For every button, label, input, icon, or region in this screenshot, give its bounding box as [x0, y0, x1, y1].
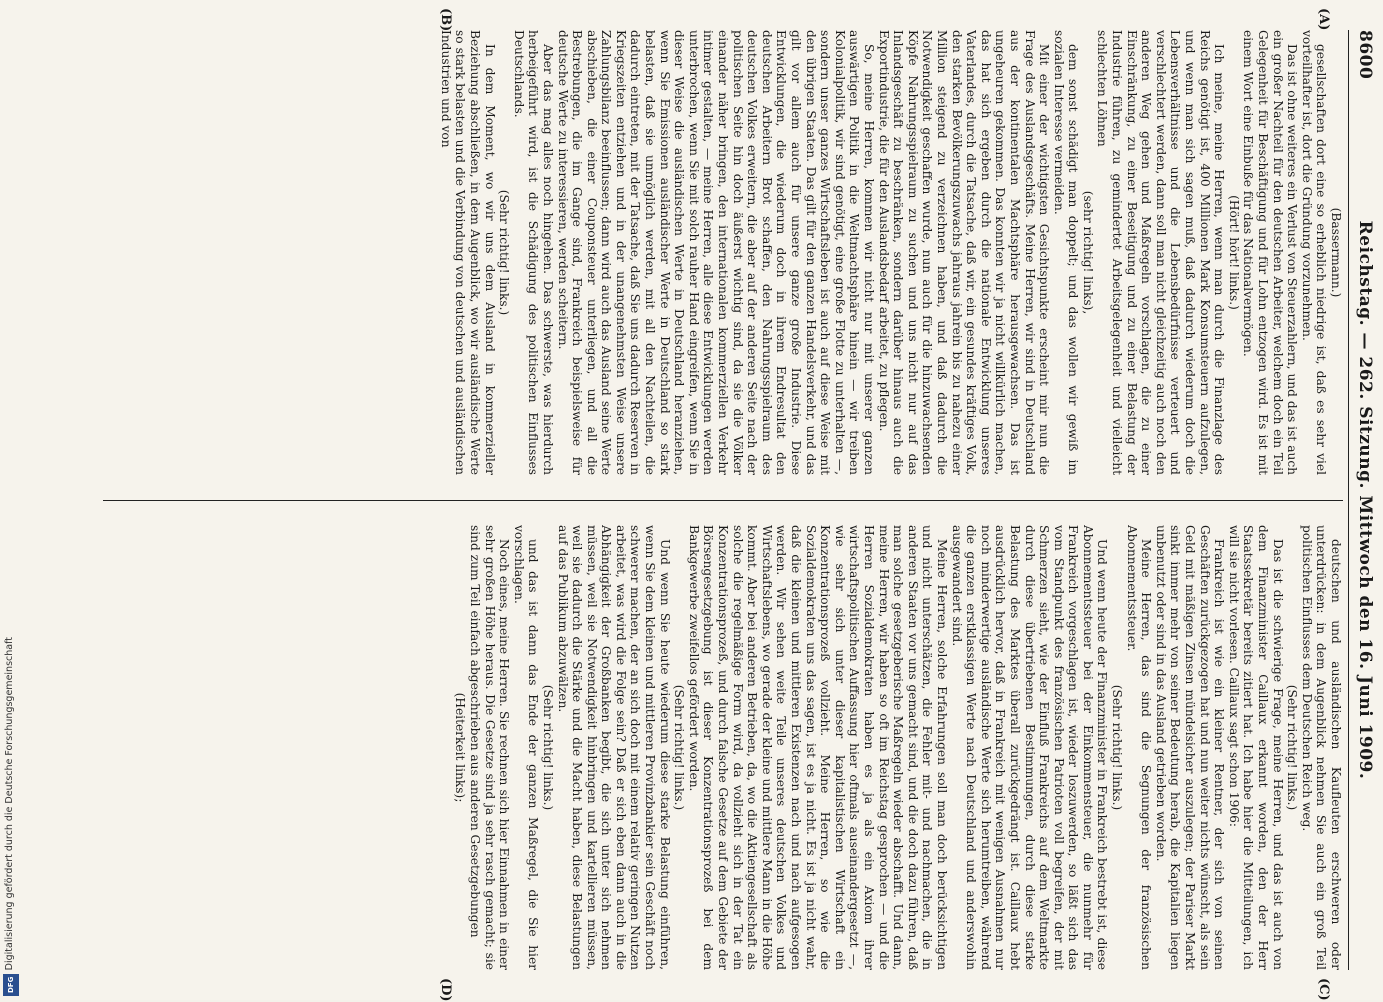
- page-number: 8600: [1355, 30, 1375, 80]
- paragraph: Aber das mag alles noch hingehen. Das schwerste, was hierdurch herbeigeführt wird, ist die Schädigung des politischen Einflusses Deutschlands.: [511, 30, 555, 475]
- left-column: [103, 30, 1343, 475]
- speaker-name: (Bassermann.): [1329, 207, 1343, 298]
- column-divider: [103, 500, 1343, 501]
- interjection: (Sehr richtig! links.): [672, 684, 687, 811]
- interjection: (Sehr richtig! links.): [540, 684, 555, 811]
- paragraph: So, meine Herren, kommen wir nicht nur mit unserer ganzen auswärtigen Politik in die Weltmachtsphäre hinein — wir treiben Kolonialpolitik, wir sind genötigt, eine große Flotte zu unterhalten —, sondern unser ganzes Wirtschaftsleben ist auch auf diese Weise mit den übrigen Staaten. Das gilt für den ganzen Handelsverkehr, und das gilt vor allem auch für unsere ganze große Industrie. Diese Entwicklungen, die wiederum doch in ihrem Endresultat den deutschen Arbeitern Brot schaffen, den Nahrungsspielraum des deutschen Volkes erweitern, die aber auf der anderen Seite nach der politischen Seite hin doch äußerst wichtig sind, da sie die Völker einander näher bringen, den internationalen kommerziellen Verkehr intimer gestalten, — meine Herren, alle diese Entwicklungen werden unterbrochen, wenn Sie mit solch rauher Hand eingreifen, wenn Sie in dieser Weise die ausländischen Werte in Deutschland heranziehen, wenn Sie Emissionen ausländischer Werte in Deutschland so stark belasten, daß sie unmöglich werden, mit all den Nachteilen, die dadurch eintreten, mit der Tatsache, daß Sie uns dadurch Reserven in Kriegszeiten entziehen und in der unangenehmsten Weise unsere Zahlungsbilanz beeinflussen; dann wird auch das Ausland seine Werte abschieben, die einer Couponsteuer unterliegen, und all die Bestrebungen, die im Gange sind, Frankreich beispielsweise für deutsche Werte zu interessieren, werden scheitern.: [555, 30, 876, 475]
- paragraph: Frankreich ist wie ein kleiner Rentner, der sich von seinen Geschäften zurückgezogen hat und nun weiter nichts wünscht, als sein Geld mit mäßigen Zinsen mündelsicher auszulegen; der Pariser Markt sinkt immer mehr von seiner Bedeutung herab, die Kapitalien liegen unbenutzt oder sind in das Ausland getrieben worden.: [1153, 525, 1227, 970]
- right-column: [103, 525, 1343, 970]
- paragraph: Meine Herren, das sind die Segnungen der französischen Abonnementssteuer.: [1124, 525, 1154, 970]
- interjection: (Sehr richtig! links.): [1110, 684, 1125, 811]
- interjection: (Sehr richtig! links.): [497, 189, 512, 316]
- margin-marker-d: (D): [438, 978, 453, 1002]
- paragraph: gesellschaften dort eine so erheblich niedrige ist, daß es sehr viel vorteilhafter ist, dort die Gründung vorzunehmen.: [1299, 30, 1329, 475]
- page-title: Reichstag. — 262. Sitzung. Mittwoch den 16. Juni 1909.: [1355, 220, 1375, 780]
- page-header: [1349, 30, 1375, 970]
- paragraph: In dem Moment, wo wir uns dem Ausland in kommerzieller Beziehung abschließen, in dem Augenblick, wo wir ausländische Werte so stark belasten und die Verbindung von deutschen und ausländischen Industrien und von: [438, 30, 497, 475]
- margin-marker-a: (A): [1316, 8, 1331, 31]
- rotated-page: [83, 0, 1383, 1000]
- paragraph: Noch eines, meine Herren. Sie rechnen sich hier Einnahmen in einer sehr großen Höhe heraus. Die Gesetze sind ja sehr rasch gemacht; sie sind zum Teil einfach abgeschrieben aus anderen Gesetzgebungen: [467, 525, 512, 970]
- margin-marker-b: (B): [438, 8, 453, 32]
- margin-marker-c: (C): [1316, 978, 1331, 1001]
- paragraph: deutschen und ausländischen Kaufleuten erschweren oder unterdrücken: in dem Augenblick nehmen Sie auch ein groß Teil politischen Einflusses dem Deutschen Reich weg.: [1299, 525, 1343, 970]
- interjection: (Sehr richtig! links.): [1285, 684, 1300, 811]
- paragraph: Das ist die schwierige Frage, meine Herren, und das ist auch von dem Finanzminister Caillaux erkannt worden, den der Herr Staatssekretär bereits zitiert hat. Ich habe hier die Mitteilungen, ich will sie nicht vorlesen. Caillaux sagt schon 1906:: [1226, 525, 1285, 970]
- paragraph: dem sonst schädigt man doppelt; und das wollen wir gewiß im sozialen Interesse vermeiden.: [1051, 30, 1081, 475]
- paragraph: und das ist dann das Ende der ganzen Maßregel, die Sie hier vorschlagen.: [511, 525, 541, 970]
- paragraph: Und wenn heute der Finanzminister in Frankreich bestrebt ist, diese Abonnementssteuer bei der Einkommensteuer, die nunmehr für Frankreich vorgeschlagen ist, wieder loszuwerden, so läßt sich das vom Standpunkt des französischen Patrioten voll begreifen, der mit Schmerzen sieht, wie der Einfluß Frankreichs auf dem Weltmarkte durch diese übertriebenen Bestimmungen, durch diese starke Belastung des Marktes überall zurückgedrängt ist. Caillaux hebt ausdrücklich hervor, daß in Frankreich mit wenigen Ausnahmen nur noch minderwertige ausländische Werte sich herumtreiben, während die ganzen erstklassigen Werte nach Deutschland und anderswohin ausgewandert sind.: [949, 525, 1110, 970]
- interjection: (Heiterkeit links);: [453, 692, 468, 803]
- watermark: [0, 0, 22, 1000]
- interjection: (sehr richtig! links),: [1080, 190, 1095, 315]
- paragraph: Und wenn Sie heute wiederum diese starke Belastung einführen, wenn Sie dem kleinen und mittleren Provinzbankier sein Geschäft noch schwerer machen, der an sich doch mit einem relativ geringen Nutzen arbeitet, was wird die Folge sein? Daß er sich eben dann auch in die Abhängigkeit der Großbanken begibt, die sich unter sich nehmen müssen, weil sie Notwendigkeit hinbringen und kartellieren müssen, weil sie dadurch die Stärke und die Macht haben, diese Belastungen auf das Publikum abzuwälzen.: [555, 525, 672, 970]
- header-rule: [1348, 30, 1349, 970]
- paragraph: Ich meine, meine Herren, wenn man durch die Finanzlage des Reichs genötigt ist, 400 Millionen Mark Konsumsteuern aufzulegen, und wenn man sich sagen muß, daß dadurch wiederum doch die Lebensverhältnisse und die Lebensbedürfnisse verteuert und verschlechtert werden, dann soll man nicht gleichzeitig auch noch den anderen Weg gehen und Maßregeln vorschlagen, die zu einer Einschränkung, zu einer Beseitigung und zu einer Belastung der Industrie führen, zu gemindertet Arbeitsgelegenheit und vielleicht schlechten Löhnen: [1095, 30, 1227, 475]
- paragraph: Meine Herren, solche Erfahrungen soll man doch berücksichtigen und nicht unterschätzen, die Fehler mit- und nachmachen, die in anderen Staaten vor uns gemacht sind, und die doch dazu führen, daß man solche gesetzgeberische Maßregeln wieder abschafft. Und dann, meine Herren, wir haben so oft im Reichstag gesprochen — und die Herren Sozialdemokraten haben es ja als ein Axiom ihrer wirtschaftspolitischen Auffassung hier oftmals auseinandergesetzt —, wie sehr sich unter dieser kapitalistischen Wirtschaft ein Konzentrationsprozeß vollzieht. Meine Herren, so wie die Sozialdemokraten uns das sagen, ist es ja nicht. Es ist ja nicht wahr, daß die kleinen und mittleren Existenzen nach und nach aufgesogen werden. Wir sehen weite Teile unseres deutschen Volkes und Wirtschaftslebens, wo gerade der kleine und mittlere Mann in die Höhe kommt. Aber bei anderen Betrieben, da, wo die Aktiengesellschaft als solche die regelmäßige Form wird, da vollzieht sich in der Tat ein Konzentrationsprozeß, und durch falsche Gesetze auf dem Gebiete der Börsengesetzgebung ist dieser Konzentrationsprozeß bei dem Bankgewerbe zweifellos gefördert worden.: [686, 525, 949, 970]
- interjection: (Hört! hört! links.): [1226, 195, 1241, 310]
- paragraph: Das ist ohne weiteres ein Verlust von Steuerzahlern, und das ist auch ein großer Nachteil für den deutschen Arbeiter, welchem doch ein Teil Gelegenheit für Beschäftigung und für Lohn entzogen wird. Es ist mit einem Wort eine Einbuße für das Nationalvermögen.: [1241, 30, 1300, 475]
- watermark-text: Digitalisierung gefördert durch die Deutsche Forschungsgemeinschaft: [4, 636, 15, 970]
- paragraph: Mit einer der wichtigsten Gesichtspunkte erscheint mir nun die Frage des Auslandsgeschäfts. Meine Herren, wir sind in Deutschland aus der kontinentalen Machtsphäre herausgewachsen. Das ist ungeheuren gekommen. Das konnten wir ja nicht willkürlich machen, das hat sich ergeben durch die nationale Entwicklung unseres Vaterlandes, durch die Tatsache, daß wir, ein gesundes kräftiges Volk, den starken Bevölkerungszuwachs jahraus jahrein bis zu nahezu einer Million steigend zu verzeichnen haben, und daß dadurch die Notwendigkeit geschaffen wurde, nun auch für die hinzuwachsenden Köpfe Nahrungsspielraum zu suchen und uns nicht nur auf das Inlandsgeschäft zu beschränken, sondern darüber hinaus auch die Exportindustrie, die für den Auslandsbedarf arbeitet, zu pflegen.: [876, 30, 1052, 475]
- dfg-logo: DFG: [3, 974, 19, 996]
